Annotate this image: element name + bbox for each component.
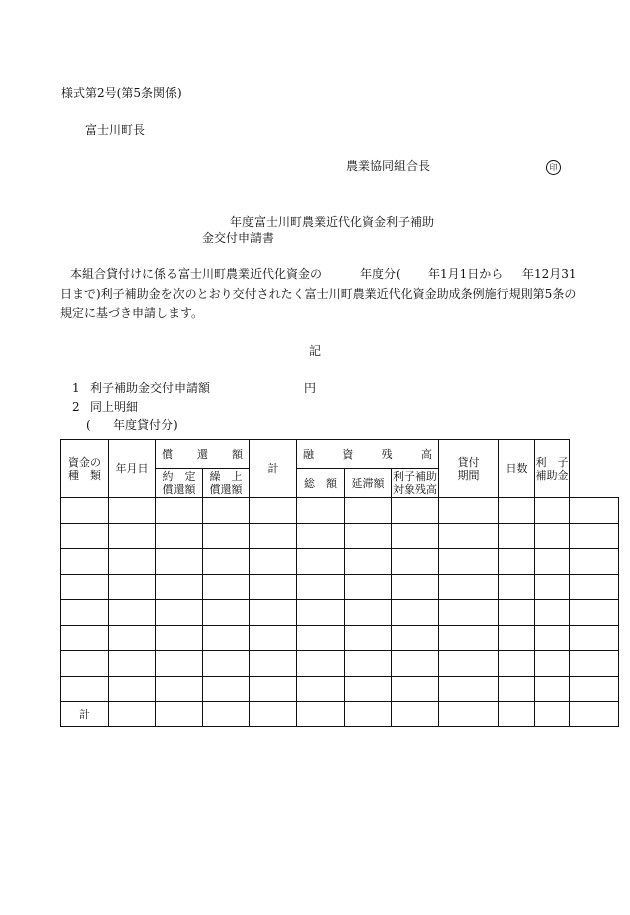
header-repayment (156, 440, 250, 469)
header-scheduled-l2: 償還額 (162, 483, 196, 496)
table-row (61, 549, 619, 575)
table-cell[interactable] (439, 625, 499, 651)
seal-glyph: 印 (546, 160, 561, 175)
table-cell[interactable] (250, 676, 297, 702)
table-cell[interactable] (392, 574, 439, 600)
table-cell[interactable] (535, 676, 570, 702)
header-overdue: 延滞額 (345, 469, 392, 498)
table-cell[interactable] (570, 702, 619, 727)
form-number: 様式第2号(第5条関係) (61, 86, 182, 100)
table-row (61, 600, 619, 626)
item1-unit: 円 (304, 381, 317, 395)
table-cell[interactable] (345, 574, 392, 600)
table-cell[interactable] (250, 574, 297, 600)
header-early-l1: 繰 上 (209, 470, 243, 483)
table-cell[interactable] (345, 651, 392, 677)
table-cell[interactable] (570, 549, 619, 575)
table-cell[interactable] (439, 600, 499, 626)
table-cell[interactable] (297, 498, 345, 524)
table-cell[interactable] (297, 651, 345, 677)
table-cell[interactable] (499, 676, 535, 702)
table-cell[interactable] (203, 498, 250, 524)
table-cell[interactable] (439, 676, 499, 702)
table-cell[interactable] (156, 549, 203, 575)
table-cell[interactable] (61, 625, 109, 651)
table-cell[interactable] (109, 600, 156, 626)
table-cell[interactable] (156, 625, 203, 651)
header-gross: 総 額 (297, 469, 345, 498)
table-cell[interactable] (61, 676, 109, 702)
table-cell[interactable] (439, 702, 499, 727)
table-cell[interactable] (297, 702, 345, 727)
table-cell[interactable] (203, 676, 250, 702)
table-cell[interactable] (61, 574, 109, 600)
table-row (61, 523, 619, 549)
table-cell[interactable] (250, 600, 297, 626)
table-cell[interactable] (392, 523, 439, 549)
table-cell[interactable] (345, 523, 392, 549)
body-line1-b: 年度分( (360, 267, 401, 281)
header-target-balance (392, 469, 439, 498)
table-row (61, 651, 619, 677)
table-cell[interactable] (61, 549, 109, 575)
data-rows (61, 498, 619, 702)
table-cell[interactable] (570, 574, 619, 600)
table-cell[interactable] (499, 702, 535, 727)
table-cell[interactable] (109, 625, 156, 651)
table-cell[interactable] (109, 523, 156, 549)
table-cell[interactable] (203, 574, 250, 600)
table-cell[interactable] (535, 523, 570, 549)
header-target-balance-l2: 対象残高 (393, 483, 437, 496)
header-early-l2: 償還額 (209, 483, 243, 496)
table-cell[interactable] (392, 651, 439, 677)
table-row (61, 498, 619, 524)
table-cell[interactable] (156, 523, 203, 549)
table-cell[interactable] (203, 523, 250, 549)
table-cell[interactable] (203, 625, 250, 651)
table-cell[interactable] (570, 600, 619, 626)
table-cell[interactable] (156, 651, 203, 677)
table-row (61, 676, 619, 702)
table-cell[interactable] (109, 676, 156, 702)
body-line1-a: 本組合貸付けに係る富士川町農業近代化資金の (70, 267, 323, 281)
body-line2: 日まで)利子補助金を次のとおり交付されたく富士川町農業近代化資金助成条例施行規則第5条の (60, 287, 577, 301)
header-date: 年月日 (109, 440, 156, 498)
table-cell[interactable] (156, 600, 203, 626)
table-cell[interactable] (535, 498, 570, 524)
table-cell[interactable] (250, 651, 297, 677)
header-subsidy (535, 440, 570, 498)
header-scheduled (156, 469, 203, 498)
table-cell[interactable] (109, 574, 156, 600)
table-cell[interactable] (535, 600, 570, 626)
table-cell[interactable] (570, 625, 619, 651)
table-cell[interactable] (297, 676, 345, 702)
ki-heading: 記 (309, 344, 322, 358)
table-cell[interactable] (250, 523, 297, 549)
table-row (61, 574, 619, 600)
table-cell[interactable] (61, 498, 109, 524)
table-cell[interactable] (250, 498, 297, 524)
title-line1: 年度富士川町農業近代化資金利子補助 (230, 215, 435, 229)
table-cell[interactable] (392, 702, 439, 727)
table-cell[interactable] (345, 549, 392, 575)
header-loan-period-l1: 貸付 (457, 455, 480, 469)
table-cell[interactable] (535, 549, 570, 575)
table-cell[interactable] (345, 600, 392, 626)
table-cell[interactable] (297, 625, 345, 651)
table-cell[interactable] (203, 549, 250, 575)
table-cell[interactable] (250, 625, 297, 651)
table-cell[interactable] (570, 651, 619, 677)
table-cell[interactable] (570, 498, 619, 524)
total-label: 計 (61, 702, 109, 727)
year-note-open: ( (86, 418, 91, 432)
header-loan-balance-text: 融 資 残 高 (303, 447, 432, 461)
item2-number: 2 (72, 400, 80, 414)
table-cell[interactable] (109, 651, 156, 677)
table-cell[interactable] (156, 676, 203, 702)
header-repayment-text: 償 還 額 (162, 447, 243, 461)
table-cell[interactable] (392, 676, 439, 702)
table-row (61, 625, 619, 651)
header-fund-type-l1: 資金の (68, 455, 101, 469)
table-cell[interactable] (156, 498, 203, 524)
table-cell[interactable] (203, 600, 250, 626)
table-cell[interactable] (156, 702, 203, 727)
table-cell[interactable] (499, 651, 535, 677)
table-cell[interactable] (109, 549, 156, 575)
body-line1-d: 年12月31 (522, 267, 577, 281)
table-cell[interactable] (250, 549, 297, 575)
table-cell[interactable] (156, 574, 203, 600)
body-line1-c: 年1月1日から (428, 267, 504, 281)
header-scheduled-l1: 約 定 (162, 470, 196, 483)
table-cell[interactable] (109, 702, 156, 727)
header-loan-balance (297, 440, 439, 469)
header-loan-period (439, 440, 499, 498)
table-cell[interactable] (203, 651, 250, 677)
table-cell[interactable] (499, 625, 535, 651)
seal-mark (546, 158, 561, 175)
table-cell[interactable] (439, 574, 499, 600)
addressee: 富士川町長 (85, 123, 146, 137)
table-cell[interactable] (499, 498, 535, 524)
table-cell[interactable] (392, 600, 439, 626)
table-cell[interactable] (297, 574, 345, 600)
body-line3: 規定に基づき申請します。 (60, 306, 204, 320)
header-fund-type-l2: 種 類 (68, 468, 101, 482)
table-cell[interactable] (439, 498, 499, 524)
table-cell[interactable] (392, 625, 439, 651)
header-fund-type (61, 440, 109, 498)
table-cell[interactable] (250, 702, 297, 727)
table-cell[interactable] (439, 549, 499, 575)
table-cell[interactable] (570, 523, 619, 549)
header-total: 計 (250, 440, 297, 498)
header-subsidy-l1: 利 子 (535, 455, 569, 469)
header-row-1 (61, 440, 619, 469)
detail-table (60, 439, 619, 727)
table-cell[interactable] (109, 498, 156, 524)
table-cell[interactable] (499, 574, 535, 600)
table-cell[interactable] (61, 651, 109, 677)
table-cell[interactable] (297, 523, 345, 549)
item1-number: 1 (72, 381, 80, 395)
header-subsidy-l2: 補助金 (535, 468, 569, 482)
title-line2: 金交付申請書 (202, 231, 275, 245)
table-cell[interactable] (392, 498, 439, 524)
total-row (61, 702, 619, 727)
table-cell[interactable] (570, 676, 619, 702)
header-loan-period-l2: 期間 (457, 468, 480, 482)
table-cell[interactable] (439, 651, 499, 677)
table-cell[interactable] (345, 702, 392, 727)
table-cell[interactable] (297, 600, 345, 626)
item1-label: 利子補助金交付申請額 (90, 381, 211, 395)
table-cell[interactable] (535, 574, 570, 600)
table-cell[interactable] (392, 549, 439, 575)
table-cell[interactable] (345, 498, 392, 524)
applicant-label: 農業協同組合長 (346, 159, 431, 173)
header-early (203, 469, 250, 498)
table-cell[interactable] (345, 676, 392, 702)
table-cell[interactable] (345, 625, 392, 651)
table-cell[interactable] (499, 600, 535, 626)
table-cell[interactable] (203, 702, 250, 727)
table-cell[interactable] (61, 523, 109, 549)
table-cell[interactable] (499, 523, 535, 549)
table-cell[interactable] (297, 549, 345, 575)
table-cell[interactable] (535, 625, 570, 651)
table-cell[interactable] (61, 600, 109, 626)
item2-label: 同上明細 (90, 400, 139, 414)
table-cell[interactable] (439, 523, 499, 549)
table-cell[interactable] (535, 651, 570, 677)
table-cell[interactable] (499, 549, 535, 575)
table-cell[interactable] (535, 702, 570, 727)
header-days: 日数 (499, 440, 535, 498)
header-target-balance-l1: 利子補助 (393, 470, 437, 483)
year-note-rest: 年度貸付分) (113, 418, 178, 432)
